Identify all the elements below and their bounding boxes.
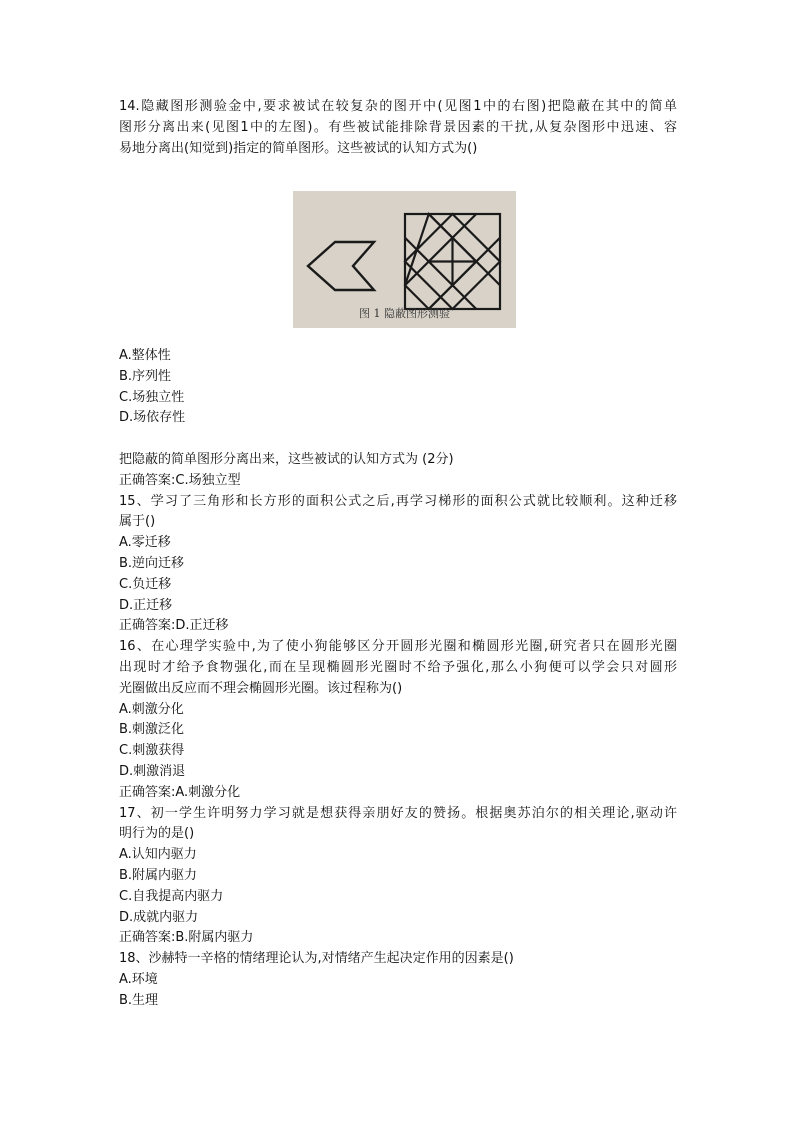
option-a: A.认知内驱力	[119, 847, 197, 863]
option-a: A.整体性	[119, 348, 171, 363]
option-d: D.场依存性	[119, 410, 186, 426]
stem-line: 14.隐藏图形测验金中,要求被试在较复杂的图开中(见图1中的右图)把隐蔽在其中的简单	[119, 99, 677, 114]
complex-figure-shape	[405, 214, 500, 309]
option-d: D.正迁移	[119, 597, 173, 613]
option-a: A.零迁移	[119, 535, 171, 551]
option-a: A.刺激分化	[119, 701, 184, 717]
question-17-answer: 正确答案:B.附属内驱力	[119, 930, 254, 946]
option-c: C.场独立性	[119, 389, 185, 405]
stem-line: 易地分离出(知觉到)指定的简单图形。这些被试的认知方式为()	[119, 140, 478, 156]
option-d: D.刺激消退	[119, 763, 186, 779]
figure-caption: 图 1 隐蔽图形测验	[359, 307, 450, 320]
question-17-stem-line: 17、初一学生许明努力学习就是想获得亲朋好友的赞扬。根据奥苏泊尔的相关理论,驱动许	[119, 805, 677, 821]
option-b: B.附属内驱力	[119, 867, 198, 883]
question-18-stem-line: 18、沙赫特一辛格的情绪理论认为,对情绪产生起决定作用的因素是()	[119, 951, 514, 967]
stem-line: 图形分离出来(见图1中的左图)。有些被试能排除背景因素的干扰,从复杂图形中迅速、容	[119, 119, 677, 135]
option-b: B.逆向迁移	[119, 555, 185, 571]
question-16-stem-line: 16、在心理学实验中,为了使小狗能够区分开圆形光圈和椭圆形光圈,研究者只在圆形光圈	[119, 639, 677, 655]
simple-figure-shape	[308, 242, 374, 290]
question-14-answer: 正确答案:C.场独立型	[119, 472, 241, 488]
option-c: C.刺激获得	[119, 743, 185, 759]
option-b: B.刺激泛化	[119, 722, 185, 738]
option-c: C.负迁移	[119, 576, 172, 592]
question-17-stem-line: 明行为的是()	[119, 826, 195, 842]
question-14-explanation: 把隐蔽的简单图形分离出来，这些被试的认知方式为 (2分)	[119, 452, 454, 467]
question-15-answer: 正确答案:D.正迁移	[119, 618, 229, 634]
question-16-stem-line: 光圈做出反应而不理会椭圆形光圈。该过程称为()	[119, 680, 403, 696]
option-b: B.生理	[119, 992, 159, 1008]
hidden-figure-test-image	[293, 191, 516, 328]
question-15-stem-line: 属于()	[119, 514, 156, 530]
option-c: C.自我提高内驱力	[119, 888, 224, 904]
figure-drawing	[293, 191, 516, 328]
question-15-stem-line: 15、学习了三角形和长方形的面积公式之后,再学习梯形的面积公式就比较顺利。这种迁移	[119, 493, 677, 509]
question-16-answer: 正确答案:A.刺激分化	[119, 784, 241, 800]
option-d: D.成就内驱力	[119, 909, 199, 925]
question-16-stem-line: 出现时才给予食物强化,而在呈现椭圆形光圈时不给予强化,那么小狗便可以学会只对圆形	[119, 659, 677, 675]
option-a: A.环境	[119, 971, 158, 987]
questions-flow	[119, 450, 679, 1012]
option-b: B.序列性	[119, 368, 172, 384]
question-14-options	[119, 346, 679, 429]
question-14-stem	[119, 97, 679, 159]
